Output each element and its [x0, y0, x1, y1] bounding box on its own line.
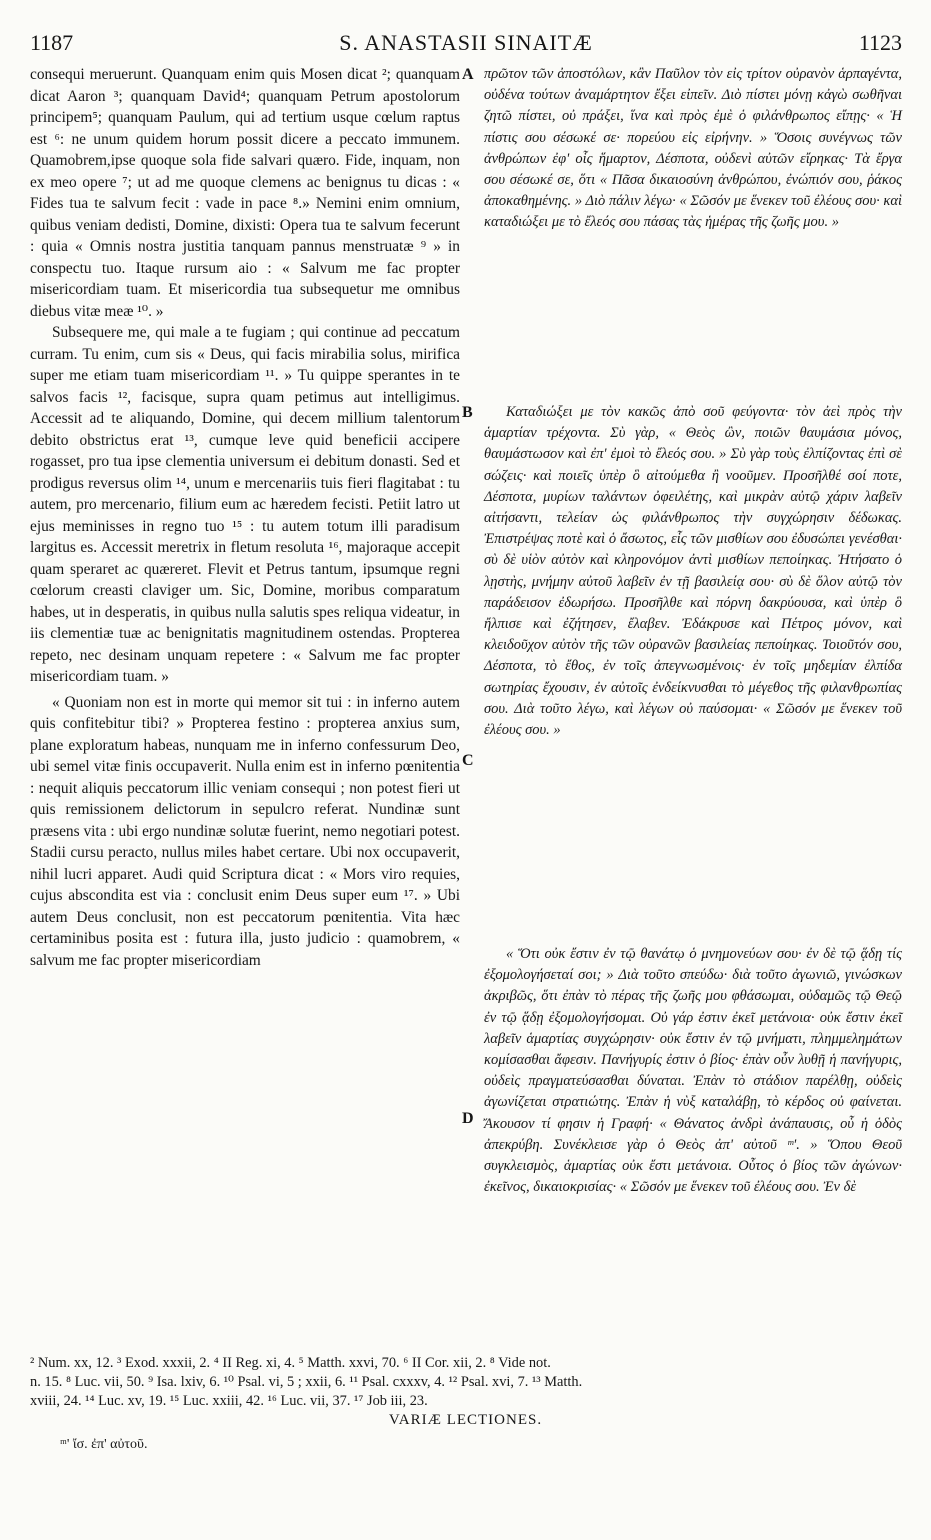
page-number-right: 1123 — [858, 30, 902, 55]
greek-paragraph-1: πρῶτον τῶν ἀποστόλων, κἂν Παῦλον τὸν εἰς τρίτον οὐρανὸν ἁρπαγέντα, οὐδένα τούτων ἀναμάρτητον ἔξει εἰπεῖν. Διὸ πίστει μόνῃ κἀγὼ σωθῆναι ζητῶ πίστει, οὐ πράξει, ἵνα καὶ πρὸς ἐμὲ ὁ φιλάνθρωπος εἴπῃς· « Ἡ πίστις σου σέσωκέ σε· πορεύου εἰς εἰρήνην. » Ὅσοις συνέγνως τῶν ἀνθρώπων ἐφ' οἷς ἥμαρτον, Δέσποτα, οὐδενὶ αὐτῶν εἴρηκας· Τὰ ἔργα σου σέσωκέ σε, ὅτι « Πᾶσα δικαιοσύνη ἀνθρώπου, ἐνώπιόν σου, ῥάκος ἀποκαθημένης. » Διὸ πάλιν λέγω· « Σῶσόν με ἕνεκεν τοῦ ἐλέους σου· καὶ καταδιώξει με τὸ ἔλεός σου πάσας τὰς ἡμέρας τῆς ζωῆς μου. » — [484, 66, 902, 231]
latin-paragraph-2: Subsequere me, qui male a te fugiam ; qui continue ad peccatum curram. Tu enim, cum sis « Deus, qui facis mirabilia solus, mirifica super me etiam tuam misericordiam ¹¹. » Tu quippe sperantes in te salvos facis ¹², facisque, supra quam petimus aut intelligimus. Accessit ad te aliquando, Domine, qui decem millium talentorum debito obstrictus erat ¹³, cumque leve quid beneficii accipere rogasset, pro tua ipse clementia universum ei debitum donasti. Sed et prodigus reversus olim ¹⁴, unum e mercenariis tuis fieri flagitabat : tu autem, pro mercenario, filium eum ac hæredem fecisti. Petiit latro ut ejus meminisses in regno tuo ¹⁵ : tu autem totum illi paradisum largitus es. Accessit meretrix in fletum resoluta ¹⁶, majoraque accepit quam speraret ac quæreret. Flevit et Petrus tantum, ipsumque regni cœlorum creasti claviger um. Sic, Domine, moribus comparatum habes, ut in desperatis, in quibus nulla salutis spes reliqua videatur, in iis clementiæ tuæ ac benignitatis magnitudinem ostendas. Propterea repeto, nec desinam unquam repetere : « Salvum me fac propter misericordiam tuam. » — [30, 324, 460, 685]
latin-paragraph-1: consequi meruerunt. Quanquam enim quis Mosen dicat ²; quanquam dicat Aaron ³; quanquam David⁴; quanquam Petrum apostolorum principem⁵; quanquam Paulum, qui ad tertium usque cœlum raptus est ⁶: ne unum quidem horum possit dicere a peccato immunem. Quamobrem,ipse quoque sola fide salvari quæro. Fide, inquam, non ex meo opere ⁷; ut ad me quoque clemens ac benignus tu dicas : « Fides tua te salvum fecit : vade in pace ⁸.» Nemini enim omnium, quibus veniam dedisti, Domine, dixisti: Opera tua te salvum fecerunt : quia « Omnis nostra justitia tanquam pannus menstruatæ ⁹ » in conspectu tuo. Itaque rursum aio : « Salvum me fac propter misericordiam tuam. Et misericordia tua subsequetur me omnibus diebus vitæ meæ ¹⁰. » — [30, 66, 460, 320]
greek-block-2 — [484, 402, 902, 741]
greek-block-3 — [484, 944, 902, 1198]
margin-marker-d: D — [462, 1110, 474, 1127]
running-title: S. ANASTASII SINAITÆ — [339, 30, 593, 55]
greek-paragraph-3: « Ὅτι οὐκ ἔστιν ἐν τῷ θανάτῳ ὁ μνημονεύων σου· ἐν δὲ τῷ ᾅδῃ τίς ἐξομολογήσεταί σοι; » Διὰ τοῦτο σπεύδω· διὰ τοῦτο ἀγωνιῶ, γινώσκων ἀκριβῶς, ὅτι ἐπὰν τὸ πέρας τῆς ζωῆς μου φθάσωμαι, οὐδαμῶς τῷ Θεῷ ἐν τῷ ᾅδῃ ἐξομολογήσομαι. Οὐ γάρ ἐστιν ἐκεῖ μετάνοια· οὐκ ἔστιν ἐκεῖ λαβεῖν ἁμαρτίας συγχώρησιν· οὐκ ἔστιν ἐν τῷ μνήματι, πλημμελημάτων κομίσασθαι ἄφεσιν. Πανήγυρίς ἐστιν ὁ βίος· ἐπὰν οὖν λυθῇ ἡ πανήγυρις, οὐδεὶς πραγματεύσασθαι δύναται. Ἐπὰν τὸ στάδιον παρέλθῃ, οὐδεὶς ἀγωνίζεται στρατιώτης. Ἐπὰν ἡ νὺξ καταλάβῃ, τὸ κέρδος οὐ φαίνεται. Ἄκουσον τί φησιν ἡ Γραφή· « Θάνατος ἀνδρὶ ἀνάπαυσις, οὗ ἡ ὁδὸς ἀπεκρύβη. Συνέκλεισε γὰρ ὁ Θεὸς ἀπ' αὐτοῦ ᵐ'. » Ὅπου Θεοῦ συγκλεισμὸς, ἁμαρτίας οὐκ ἔστι μετάνοια. Οὗτος ὁ βίος τῶν ἀγώνων· ἐκεῖνος, δικαιοκρισίας· « Σῶσόν με ἕνεκεν τοῦ ἐλέους σου. Ἐν δὲ — [484, 946, 902, 1196]
greek-paragraph-2: Καταδιώξει με τὸν κακῶς ἀπὸ σοῦ φεύγοντα· τὸν ἀεὶ πρὸς τὴν ἁμαρτίαν τρέχοντα. Σὺ γὰρ, « Θεὸς ὢν, ποιῶν θαυμάσια μόνος, θαυμάστωσον καὶ ἐπ' ἐμοὶ τὸ ἔλεός σου. » Σὺ γὰρ τοὺς ἐλπίζοντας ἐπὶ σὲ σώζεις· καὶ ποιεῖς ὑπὲρ ὃ αἰτούμεθα ἢ νοοῦμεν. Προσῆλθέ σοί ποτε, Δέσποτα, μυρίων ταλάντων ὀφειλέτης, καὶ μικρὰν αὐτῷ χάριν λαβεῖν αἰτήσαντι, τελείαν ὡς φιλάνθρωπος τὴν συγχώρησιν δέδωκας. Ἐπιστρέψας ποτὲ καὶ ὁ ἄσωτος, εἷς τῶν μισθίων σου ἐδυσώπει γενέσθαι· σὺ δὲ υἱὸν αὐτὸν καὶ κληρονόμον ἀντὶ μισθίων πεποίηκας. Ἠτήσατο ὁ λῃστὴς, μνήμην αὐτοῦ λαβεῖν ἐν τῇ βασιλείᾳ σου· σὺ δὲ ὅλον αὐτῷ τὸν παράδεισον ἐδωρήσω. Προσῆλθε καὶ πόρνη δακρύουσα, καὶ ὑπὲρ ὃ ἤλπισε καὶ ἐζήτησεν, ἔλαβεν. Ἐδάκρυσε καὶ Πέτρος μόνον, καὶ κλειδοῦχον αὐτὸν τῆς τῶν οὐρανῶν βασιλείας πεποίηκας. Τοιοῦτόν σου, Δέσποτα, τὸ ἔθος, ἐν τοῖς ἀπεγνωσμένοις· ἐν τοῖς μηδεμίαν ἐλπίδα σωτηρίας ἔχουσιν, ἐν αὐτοῖς ἐνδείκνυσθαι τὸ μέγεθος τῆς φιλανθρωπίας σου. Διὰ τοῦτο λέγω, καὶ λέγων οὐ παύσομαι· « Σῶσόν με ἕνεκεν τοῦ ἐλέους σου. » — [484, 404, 902, 739]
footnotes — [30, 1354, 902, 1411]
margin-marker-a: A — [462, 66, 474, 83]
footnote-line-1: ² Num. xx, 12. ³ Exod. xxxii, 2. ⁴ II Reg. xi, 4. ⁵ Matth. xxvi, 70. ⁶ II Cor. xii, 2. ⁸ Vide not. — [30, 1355, 551, 1371]
page-header — [30, 30, 902, 64]
latin-column — [30, 64, 460, 971]
margin-marker-b: B — [462, 404, 473, 421]
latin-paragraph-3: « Quoniam non est in morte qui memor sit tui : in inferno autem quis confitebitur tibi? » Propterea festino : propterea anxius sum, plane exploratum habeas, nunquam me in inferno confessurum Deo, ubi semel vitæ finis occupaverit. Nulla enim est in inferno pœnitentia : nequit aliquis peccatorum illic veniam consequi ; non potest fieri ut quis remissionem delictorum in sepulcro referat. Nundinæ sunt præsens vita : ubi ergo nundinæ solutæ fuerint, nemo negotiari potest. Stadii cursu peracto, nullus miles habet certare. Ubi nox occupaverit, nihil lucri apparet. Audi quid Scriptura dicat : « Mors viro requies, cujus abscondita est via : conclusit enim Deus super eum ¹⁷. » Ubi autem Deus conclusit, non est peccatorum pœnitentia. Vita hæc certaminibus posita est : futura illa, justo judicio : quamobrem, « salvum me fac propter misericordiam — [30, 693, 460, 969]
footnote-line-3: xviii, 24. ¹⁴ Luc. xv, 19. ¹⁵ Luc. xxiii, 42. ¹⁶ Luc. vii, 37. ¹⁷ Job iii, 23. — [30, 1393, 428, 1409]
page-number-left: 1187 — [30, 30, 74, 55]
variae-lectiones-heading: VARIÆ LECTIONES. — [388, 1412, 543, 1428]
margin-marker-c: C — [462, 752, 474, 769]
variant-reading-note: ᵐ' ἴσ. ἐπ' αὐτοῦ. — [60, 1437, 148, 1452]
greek-block-1 — [484, 64, 902, 234]
footnote-line-2: n. 15. ⁸ Luc. vii, 50. ⁹ Isa. lxiv, 6. ¹⁰ Psal. vi, 5 ; xxii, 6. ¹¹ Psal. cxxxv, 4. ¹² Psal. xvi, 7. ¹³ Matth. — [30, 1374, 583, 1390]
